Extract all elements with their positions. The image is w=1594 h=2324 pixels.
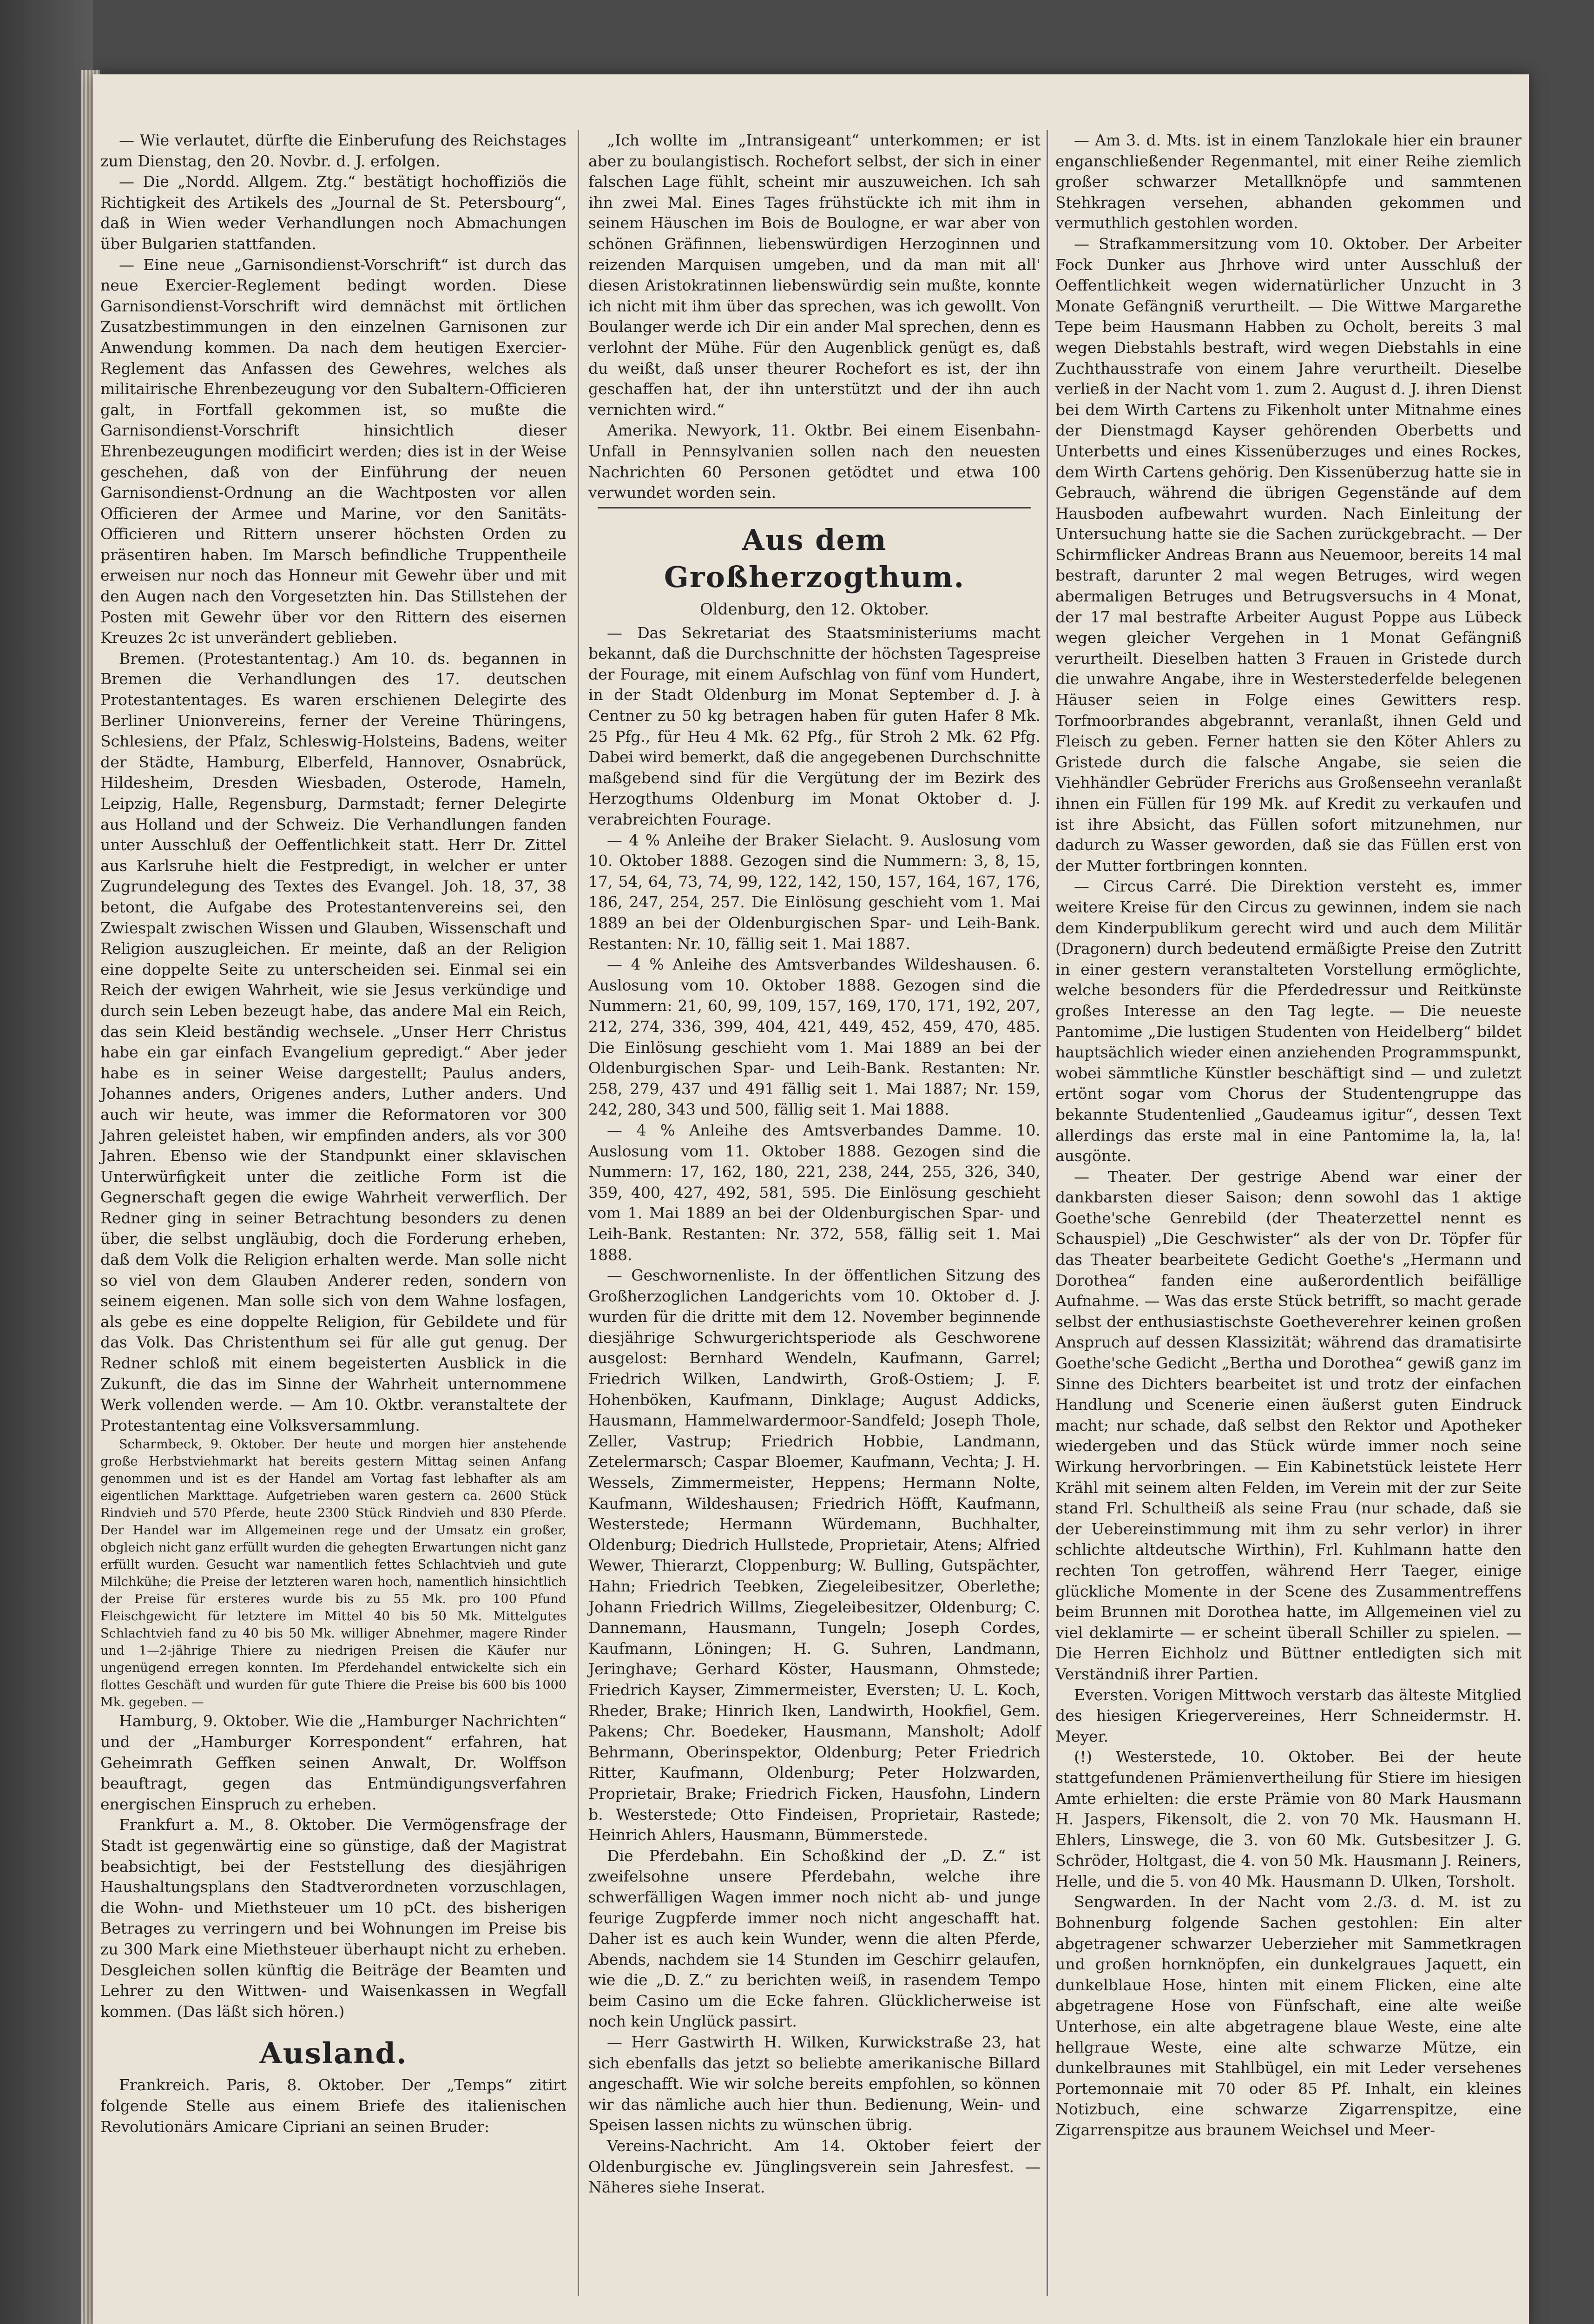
- article-paragraph: — Herr Gastwirth H. Wilken, Kurwickstraße 23, hat sich ebenfalls das jetzt so beliebte amerikanische Billard angeschafft. Wie wir solche bereits empfohlen, so können wir das nämliche auch hier thun. Bedienung, Wein- und Speisen lassen nichts zu wünschen übrig.: [588, 2033, 1041, 2134]
- article-paragraph: — Am 3. d. Mts. ist in einem Tanzlokale hier ein brauner enganschließender Regenmantel, mit einer Reihe ziemlich großer schwarzer Metallknöpfe und sammtenen Stehkragen versehen, abhanden gekommen und vermuthlich gestohlen worden.: [1055, 131, 1522, 232]
- column-1: [93, 130, 574, 2296]
- column-3: [1048, 130, 1529, 2296]
- article-paragraph: (!) Westerstede, 10. Oktober. Bei der heute stattgefundenen Prämienvertheilung für Stiere im hiesigen Amte erhielten: die erste Prämie von 80 Mark Hausmann H. Jaspers, Fikensolt, die 2. von 70 Mk. Hausmann H. Ehlers, Linswege, die 3. von 60 Mk. Gutsbesitzer J. G. Schröder, Holtgast, die 4. von 50 Mk. Hausmann J. Reiners, Helle, und die 5. von 40 Mk. Hausmann D. Ulken, Torsholt.: [1055, 1748, 1522, 1890]
- article-paragraph: Vereins-Nachricht. Am 14. Oktober feiert der Oldenburgische ev. Jünglingsverein sein Jahresfest. — Näheres siehe Inserat.: [588, 2137, 1041, 2197]
- section-heading: Aus dem Großherzogthum.: [664, 522, 965, 594]
- article-paragraph: — Wie verlautet, dürfte die Einberufung des Reichstages zum Dienstag, den 20. Novbr. d. J. erfolgen.: [100, 131, 566, 170]
- column-rule: [578, 130, 579, 2296]
- scanner-background: [0, 0, 93, 2324]
- dateline: Oldenburg, den 12. Oktober.: [699, 600, 929, 619]
- article-paragraph: — Die „Nordd. Allgem. Ztg.“ bestätigt hochoffiziös die Richtigkeit des Artikels des „Journal de St. Petersbourg“, daß in Wien weder Verhandlungen noch Abmachungen über Bulgarien stattfanden.: [100, 172, 566, 253]
- section-rule: [598, 507, 1031, 508]
- article-paragraph: — Theater. Der gestrige Abend war einer der dankbarsten dieser Saison; denn sowohl das 1 aktige Goethe'sche Genrebild (der Theaterzettel nennt es Schauspiel) „Die Geschwister“ als der von Dr. Töpfer für das Theater bearbeitete Gedicht Goethe's „Hermann und Dorothea“ fanden eine außerordentlich beifällige Aufnahme. — Was das erste Stück betrifft, so macht gerade selbst der enthusiastischste Goetheverehrer keinen großen Anspruch auf dessen Klassizität; während das dramatisirte Goethe'sche Gedicht „Bertha und Dorothea“ gewiß ganz im Sinne des Dichters bearbeitet ist und trotz der einfachen Handlung und Scenerie einen äußerst guten Eindruck macht; nur schade, daß selbst den Rektor und Apotheker wiedergeben und das Stück würde immer noch seine Wirkung hervorbringen. — Ein Kabinetstück leistete Herr Krähl mit seinem alten Felden, im Verein mit der zur Seite stand Frl. Schultheiß als seine Frau (nur schade, daß sie der Uebereinstimmung mit ihm zu sehr verlor) in ihrer schlichte altdeutsche Wirthin), Frl. Kuhlmann hatte den rechten Ton getroffen, während Herr Taeger, einige glückliche Momente in der Scene des Zusammentreffens beim Brunnen mit Dorothea hatte, im Allgemeinen viel zu viel deklamirte — er scheint überall Schiller zu spielen. — Die Herren Eichholz und Büttner entledigten sich mit Verständniß ihrer Partien.: [1055, 1167, 1522, 1683]
- article-paragraph: — 4 % Anleihe des Amtsverbandes Damme. 10. Auslosung vom 11. Oktober 1888. Gezogen sind die Nummern: 17, 162, 180, 221, 238, 244, 255, 326, 340, 359, 400, 427, 492, 581, 595. Die Einlösung geschieht vom 1. Mai 1889 an bei der Oldenburgischen Spar- und Leih-Bank. Restanten: Nr. 372, 558, fällig seit 1. Mai 1888.: [588, 1121, 1041, 1264]
- article-paragraph: Frankreich. Paris, 8. Oktober. Der „Temps“ zitirt folgende Stelle aus einem Briefe des italienischen Revolutionärs Amicare Cipriani an seinen Bruder:: [100, 2076, 566, 2136]
- article-paragraph: — Circus Carré. Die Direktion versteht es, immer weitere Kreise für den Circus zu gewinnen, indem sie nach dem Kinderpublikum gerecht wird und auch dem Militär (Dragonern) durch bedeutend ermäßigte Preise den Zutritt in einer gestern veranstalteten Vorstellung ermöglichte, welche besonders für die Pferdedressur und Reitkünste großes Interesse an den Tag legte. — Die neueste Pantomime „Die lustigen Studenten von Heidelberg“ bildet hauptsächlich wieder einen anziehenden Programmspunkt, wobei sämmtliche Künstler beschäftigt sind — und zuletzt ertönt sogar vom Chorus der Studentengruppe das bekannte Studentenlied „Gaudeamus igitur“, dessen Text allerdings das erste mal in eine Pantomime la, la, la! ausgönte.: [1055, 877, 1522, 1165]
- article-paragraph: Die Pferdebahn. Ein Schoßkind der „D. Z.“ ist zweifelsohne unsere Pferdebahn, welche ihre schwerfälligen Wagen immer noch nicht ab- und junge feurige Zugpferde immer noch nicht angeschafft hat. Daher ist es auch kein Wunder, wenn die alten Pferde, Abends, nachdem sie 14 Stunden im Geschirr gelaufen, wie die „D. Z.“ zu berichten weiß, in rasendem Tempo beim Casino um die Ecke fahren. Glücklicherweise ist noch kein Unglück passirt.: [588, 1846, 1041, 2031]
- article-paragraph: Frankfurt a. M., 8. Oktober. Die Vermögensfrage der Stadt ist gegenwärtig eine so günstige, daß der Magistrat beabsichtigt, bei der Feststellung des diesjährigen Haushaltungsplans den Stadtverordneten vorzuschlagen, die Wohn- und Miethsteuer um 10 pCt. des bisherigen Betrages zu verringern und bei Wohnungen im Preise bis zu 300 Mark eine Miethsteuer überhaupt nicht zu erheben. Desgleichen sollen künftig die Beiträge der Beamten und Lehrer zu den Wittwen- und Waisenkassen in Wegfall kommen. (Das läßt sich hören.): [100, 1816, 566, 2020]
- article-paragraph: Scharmbeck, 9. Oktober. Der heute und morgen hier anstehende große Herbstviehmarkt hat bereits gestern Mittag seinen Anfang genommen und ist es der Handel am Vortag fast lebhafter als am eigentlichen Markttage. Aufgetrieben waren gestern ca. 2600 Stück Rindvieh und 570 Pferde, heute 2300 Stück Rindvieh und 830 Pferde. Der Handel war im Allgemeinen rege und der Umsatz ein großer, obgleich nicht ganz erfüllt wurden die gehegten Erwartungen nicht ganz erfüllt wurden. Gesucht war namentlich fettes Schlachtvieh und gute Milchkühe; die Preise der letzteren waren hoch, namentlich hinsichtlich der Preise für ersteres wurde bis zu 55 Mk. pro 100 Pfund Fleischgewicht für letztere im Mittel 40 bis 50 Mk. Mittelgutes Schlachtvieh fand zu 40 bis 50 Mk. williger Abnehmer, magere Rinder und 1—2-jährige Thiere zu niedrigen Preisen die Käufer nur ungenügend erregen konnten. Im Pferdehandel entwickelte sich ein flottes Geschäft und wurden für gute Thiere die Preise bis 600 bis 1000 Mk. gegeben. —: [100, 1437, 566, 1710]
- article-paragraph: — 4 % Anleihe des Amtsverbandes Wildeshausen. 6. Auslosung vom 10. Oktober 1888. Gezogen sind die Nummern: 21, 60, 99, 109, 157, 169, 170, 171, 192, 207, 212, 274, 336, 399, 404, 421, 449, 452, 459, 470, 485. Die Einlösung geschieht vom 1. Mai 1889 an bei der Oldenburgischen Spar- und Leih-Bank. Restanten: Nr. 258, 279, 437 und 491 fällig seit 1. Mai 1887; Nr. 159, 242, 280, 343 und 500, fällig seit 1. Mai 1888.: [588, 955, 1041, 1119]
- article-paragraph: — Strafkammersitzung vom 10. Oktober. Der Arbeiter Fock Dunker aus Jhrhove wird unter Ausschluß der Oeffentlichkeit wegen widernatürlicher Unzucht in 3 Monate Gefängniß verurtheilt. — Die Wittwe Margarethe Tepe beim Hausmann Habben zu Ocholt, bereits 3 mal wegen Diebstahls bestraft, wird wegen Diebstahls in eine Zuchthausstrafe von einem Jahre verurtheilt. Dieselbe verließ in der Nacht vom 1. zum 2. August d. J. ihren Dienst bei dem Wirth Cartens zu Fikenholt unter Mitnahme eines der Dienstmagd Kayser gehörenden Oberbetts und Unterbetts und eines Kissenüberzuges und eines Rockes, dem Wirth Cartens gehörig. Den Kissenüberzug hatte sie in Gebrauch, während die übrigen Gegenstände auf dem Hausboden aufbewahrt wurden. Nach Einleitung der Untersuchung hatte sie die Sachen zurückgebracht. — Der Schirmflicker Andreas Brann aus Neuemoor, bereits 14 mal bestraft, darunter 2 mal wegen Betruges, wird wegen abermaligen Betruges und Betrugsversuchs in 4 Monat, der 17 mal bestrafte Arbeiter August Poppe aus Lübeck wegen gleicher Vergehen in 1 Monat Gefängniß verurtheilt. Dieselben hatten 3 Frauen in Gristede durch die unwahre Angabe, ihre in Westerstederfelde belegenen Häuser seien in Folge eines Gewitters resp. Torfmoorbrandes abgebrannt, veranlaßt, ihnen Geld und Fleisch zu geben. Ferner hatten sie den Köter Ahlers zu Gristede durch die falsche Angabe, sie seien die Viehhändler Gebrüder Frerichs aus Großenseehn veranlaßt ihnen ein Füllen für 199 Mk. auf Kredit zu verkaufen und ist ihre Absicht, das Füllen sofort mitzunehmen, nur dadurch zu Wasser geworden, daß sie das Füllen erst von der Mutter fortbringen konnten.: [1055, 234, 1522, 875]
- article-paragraph: — 4 % Anleihe der Braker Sielacht. 9. Auslosung vom 10. Oktober 1888. Gezogen sind die Nummern: 3, 8, 15, 17, 54, 64, 73, 74, 99, 122, 142, 150, 157, 164, 167, 176, 186, 247, 254, 257. Die Einlösung geschieht vom 1. Mai 1889 an bei der Oldenburgischen Spar- und Leih-Bank. Restanten: Nr. 10, fällig seit 1. Mai 1887.: [588, 831, 1041, 953]
- article-paragraph: Eversten. Vorigen Mittwoch verstarb das älteste Mitglied des hiesigen Kriegervereines, Herr Schneidermstr. H. Meyer.: [1055, 1685, 1522, 1745]
- article-paragraph: Amerika. Newyork, 11. Oktbr. Bei einem Eisenbahn-Unfall in Pennsylvanien sollen nach den neuesten Nachrichten 60 Personen getödtet und etwa 100 verwundet worden sein.: [588, 421, 1041, 502]
- article-paragraph: — Das Sekretariat des Staatsministeriums macht bekannt, daß die Durchschnitte der höchsten Tagespreise der Fourage, mit einem Aufschlag von fünf vom Hundert, in der Stadt Oldenburg im Monat September d. J. à Centner zu 50 kg betragen haben für guten Hafer 8 Mk. 25 Pfg., für Heu 4 Mk. 62 Pfg., für Stroh 2 Mk. 62 Pfg. Dabei wird bemerkt, daß die angegebenen Durchschnitte maßgebend sind für die Vergütung der im Bezirk des Herzogthums Oldenburg im Monat Oktober d. J. verabreichten Fourage.: [588, 623, 1041, 829]
- article-paragraph: — Eine neue „Garnisondienst-Vorschrift“ ist durch das neue Exercier-Reglement bedingt worden. Diese Garnisondienst-Vorschrift wird demnächst mit örtlichen Zusatzbestimmungen in den einzelnen Garnisonen zur Anwendung kommen. Da nach dem heutigen Exercier-Reglement das Anfassen des Gewehres, welches als militairische Ehrenbezeugung vor den Subaltern-Officieren galt, in Fortfall gekommen ist, so mußte die Garnisondienst-Vorschrift hinsichtlich dieser Ehrenbezeugungen modificirt werden; dies ist in der Weise geschehen, daß von der Einführung der neuen Garnisondienst-Ordnung an die Wachtposten vor allen Officieren der Armee und Marine, vor den Sanitäts-Officieren und Rittern unserer höchsten Orden zu präsentiren haben. Im Marsch befindliche Truppentheile erweisen nur noch das Honneur mit Gewehr über und mit den Augen nach den Vorgesetzten hin. Das Stillstehen der Posten mit Gewehr über vor den Rittern des eisernen Kreuzes 2c ist unverändert geblieben.: [100, 255, 566, 647]
- article-paragraph: — Geschwornenliste. In der öffentlichen Sitzung des Großherzoglichen Landgerichts vom 10. Oktober d. J. wurden für die dritte mit dem 12. November beginnende diesjährige Schwurgerichtsperiode als Geschworene ausgelost: Bernhard Wendeln, Kaufmann, Garrel; Friedrich Wilken, Landwirth, Groß-Ostiem; J. F. Hohenböken, Kaufmann, Dinklage; August Addicks, Hausmann, Hammelwardermoor-Sandfeld; Joseph Thole, Zeller, Vastrup; Friedrich Hobbie, Landmann, Zetelermarsch; Caspar Bloemer, Kaufmann, Vechta; J. H. Wessels, Zimmermeister, Heppens; Hermann Nolte, Kaufmann, Wildeshausen; Friedrich Höfft, Kaufmann, Westerstede; Hermann Würdemann, Buchhalter, Oldenburg; Diedrich Hullstede, Proprietair, Atens; Alfried Wewer, Thierarzt, Cloppenburg; W. Bulling, Gutspächter, Hahn; Friedrich Teebken, Ziegeleibesitzer, Oberlethe; Johann Friedrich Willms, Ziegeleibesitzer, Oldenburg; C. Dannemann, Hausmann, Tungeln; Joseph Cordes, Kaufmann, Löningen; H. G. Suhren, Landmann, Jeringhave; Gerhard Köster, Hausmann, Ohmstede; Friedrich Kayser, Zimmermeister, Eversten; U. L. Koch, Rheder, Brake; Hinrich Iken, Landwirth, Hookfiel, Gem. Pakens; Chr. Boedeker, Hausmann, Mansholt; Adolf Behrmann, Oberinspektor, Oldenburg; Peter Friedrich Ritter, Kaufmann, Oldenburg; Peter Holzwarden, Proprietair, Brake; Friedrich Ficken, Hausfohn, Lindern b. Westerstede; Otto Findeisen, Proprietair, Rastede; Heinrich Ahlers, Hausmann, Bümmerstede.: [588, 1266, 1041, 1844]
- section-heading: Ausland.: [259, 2036, 408, 2071]
- newspaper-page: [93, 74, 1529, 2324]
- article-paragraph: Sengwarden. In der Nacht vom 2./3. d. M. ist zu Bohnenburg folgende Sachen gestohlen: Ein alter abgetragener schwarzer Ueberzieher mit Sammetkragen und großen hornknöpfen, ein dunkelgraues Jaquett, ein dunkelblaue Hose, hinten mit einem Flicken, eine alte abgetragene Hose von Fünfschaft, eine alte weiße Unterhose, ein alte abgetragene blaue Weste, eine alte hellgraue Weste, eine alte schwarze Mütze, ein dunkelbraunes mit Stahlbügel, ein mit Leder versehenes Portemonnaie mit 70 oder 85 Pf. Inhalt, ein kleines Notizbuch, eine schwarze Zigarrenspitze, eine Zigarrenspitze aus braunem Weichsel und Meer-: [1055, 1893, 1522, 2139]
- column-2: [581, 130, 1048, 2296]
- article-paragraph: Bremen. (Protestantentag.) Am 10. ds. begannen in Bremen die Verhandlungen des 17. deutschen Protestantentages. Es waren erschienen Delegirte des Berliner Unionvereins, ferner der Vereine Thüringens, Schlesiens, der Pfalz, Schleswig-Holsteins, Badens, weiter der Städte, Hamburg, Elberfeld, Hannover, Osnabrück, Hildesheim, Dresden Wiesbaden, Osterode, Hameln, Leipzig, Halle, Regensburg, Darmstadt; ferner Delegirte aus Holland und der Schweiz. Die Verhandlungen fanden unter Ausschluß der Oeffentlichkeit statt. Herr Dr. Zittel aus Karlsruhe hielt die Festpredigt, in welcher er unter Zugrundelegung des Textes des Evangel. Joh. 18, 37, 38 betont, die Aufgabe des Protestantenvereins sei, den Zwiespalt zwischen Wissen und Glauben, Wissenschaft und Religion auszugleichen. Er meinte, daß an der Religion eine doppelte Seite zu unterscheiden sei. Einmal sei ein Reich der ewigen Wahrheit, wie sie Jesus verkündige und durch sein Leben bezeugt habe, das andere Mal ein Reich, das sein Kleid beständig wechsele. „Unser Herr Christus habe ein gar einfach Evangelium gepredigt.“ Aber jeder habe es in seiner Weise dargestellt; Paulus anders, Johannes anders, Origenes anders, Luther anders. Und auch wir heute, was immer die Reformatoren vor 300 Jahren geleistet haben, wir empfinden anders, als vor 300 Jahren. Ebenso wie der Standpunkt einer sklavischen Unterwürfigkeit unter die zeitliche Form ist die Gegnerschaft gegen die ewige Wahrheit verwerflich. Der Redner ging in seiner Betrachtung besonders zu denen über, die selbst ungläubig, doch die Forderung erheben, daß dem Volk die Religion erhalten werde. Man solle nicht so viel von dem Glauben Anderer reden, sondern von seinem eigenen. Man solle sich von dem Wahne losfagen, als gebe es eine doppelte Religion, für Gebildete und für das Volk. Das Christenthum sei für alle gut genug. Der Redner schloß mit einem begeisterten Ausblick in die Zukunft, die das im Sinne der Wahrheit unternommene Werk vollenden werde. — Am 10. Oktbr. veranstaltete der Protestantentag eine Volksversammlung.: [100, 649, 566, 1434]
- article-paragraph: Hamburg, 9. Oktober. Wie die „Hamburger Nachrichten“ und der „Hamburger Korrespondent“ erfahren, hat Geheimrath Geffken seinen Anwalt, Dr. Wolffson beauftragt, gegen das Entmündigungsverfahren energischen Einspruch zu erheben.: [100, 1712, 566, 1813]
- article-paragraph: „Ich wollte im „Intransigeant“ unterkommen; er ist aber zu boulangistisch. Rochefort selbst, der sich in einer falschen Lage fühlt, scheint mir auszuweichen. Ich sah ihn zwei Mal. Eines Tages frühstückte ich mit ihm in seinem Häuschen im Bois de Boulogne, er war aber von schönen Gräfinnen, liebenswürdigen Herzoginnen und reizenden Marquisen umgeben, und da man mit all' diesen Aristokratinnen liebenswürdig sein mußte, konnte ich nicht mit ihm über das sprechen, was ich gewollt. Von Boulanger werde ich Dir ein ander Mal sprechen, denn es verlohnt der Mühe. Für den Augenblick genügt es, daß du weißt, daß unser theurer Rochefort es ist, der ihn geschaffen hat, der ihn unterstützt und der ihn auch vernichten wird.“: [588, 131, 1041, 419]
